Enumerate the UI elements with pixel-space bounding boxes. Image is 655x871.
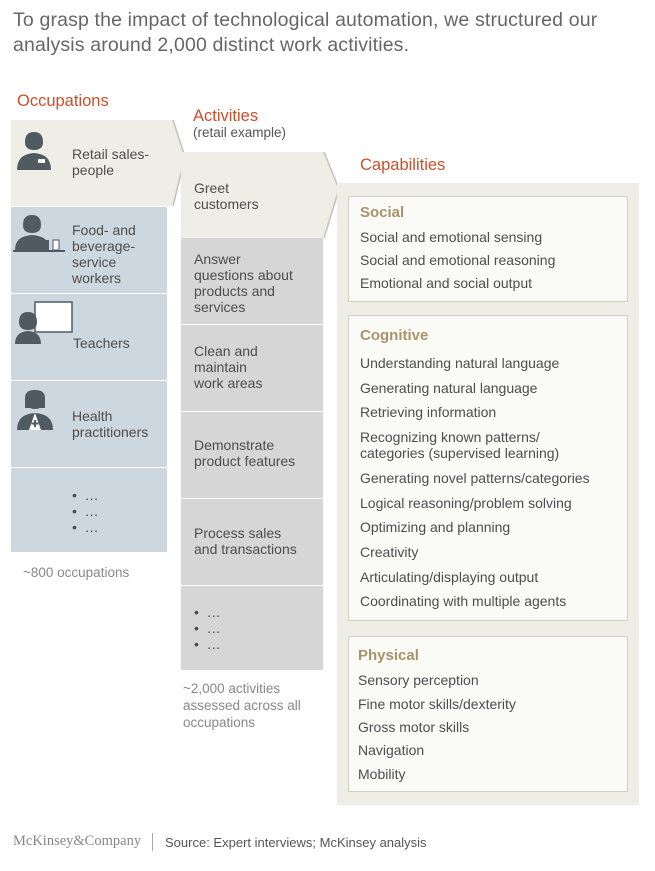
capability-item: Logical reasoning/problem solving (360, 495, 572, 511)
capability-group-cognitive (348, 315, 628, 621)
capability-group-title: Physical (358, 647, 419, 664)
capability-group-social (348, 196, 628, 302)
capability-item: Social and emotional sensing (360, 229, 543, 245)
activities-header: Activities (193, 107, 259, 125)
person-retail-icon (13, 126, 55, 172)
source-note: Source: Expert interviews; McKinsey analysis (165, 835, 427, 850)
person-health-icon (15, 388, 57, 434)
capability-item: Recognizing known patterns/ categories (supervised learning) (360, 429, 560, 461)
person-food-service-icon (13, 212, 69, 256)
capability-item: Creativity (360, 544, 419, 560)
activities-subheader: (retail example) (193, 125, 287, 140)
capability-item: Sensory perception (358, 672, 479, 688)
capabilities-header: Capabilities (360, 156, 446, 174)
occupation-more-list: • … • … • … (72, 487, 99, 535)
activity-greet-label: Greet customers (194, 180, 259, 212)
activity-more-list: • … • … • … (194, 604, 221, 652)
capability-item: Articulating/displaying output (360, 569, 539, 585)
capability-item: Generating novel patterns/categories (360, 470, 590, 486)
capability-item: Fine motor skills/dexterity (358, 696, 516, 712)
activity-clean-label: Clean and maintain work areas (194, 343, 263, 391)
activity-answer-label: Answer questions about products and services (194, 251, 293, 315)
capability-item: Retrieving information (360, 404, 497, 420)
capability-group-physical (348, 636, 628, 792)
capability-item: Coordinating with multiple agents (360, 593, 567, 609)
footer-divider (152, 833, 153, 851)
capability-item: Mobility (358, 766, 406, 782)
activities-note: ~2,000 activities assessed across all occupations (183, 681, 301, 730)
capability-item: Generating natural language (360, 380, 538, 396)
occupation-health-label: Health practitioners (72, 408, 149, 440)
capability-item: Navigation (358, 742, 425, 758)
capability-item: Understanding natural language (360, 355, 560, 371)
occupation-food-service-label: Food- and beverage- service workers (72, 222, 136, 286)
occupation-retail-label: Retail sales- people (72, 146, 150, 178)
capability-group-title: Cognitive (360, 327, 429, 344)
capability-item: Social and emotional reasoning (360, 252, 556, 268)
capability-item: Emotional and social output (360, 275, 532, 291)
capability-item: Optimizing and planning (360, 519, 511, 535)
mckinsey-logo: McKinsey&Company (13, 833, 142, 849)
person-teacher-icon (15, 300, 75, 346)
capability-group-title: Social (360, 204, 405, 221)
occupations-note: ~800 occupations (23, 565, 130, 580)
occupation-teachers-label: Teachers (73, 335, 130, 351)
occupations-header: Occupations (17, 92, 109, 110)
activity-process-label: Process sales and transactions (194, 525, 297, 557)
activity-demonstrate-label: Demonstrate product features (194, 437, 296, 469)
capability-item: Gross motor skills (358, 719, 470, 735)
page-title: To grasp the impact of technological automation, we structured our analysis around 2,000 distinct work activities. (13, 9, 598, 56)
